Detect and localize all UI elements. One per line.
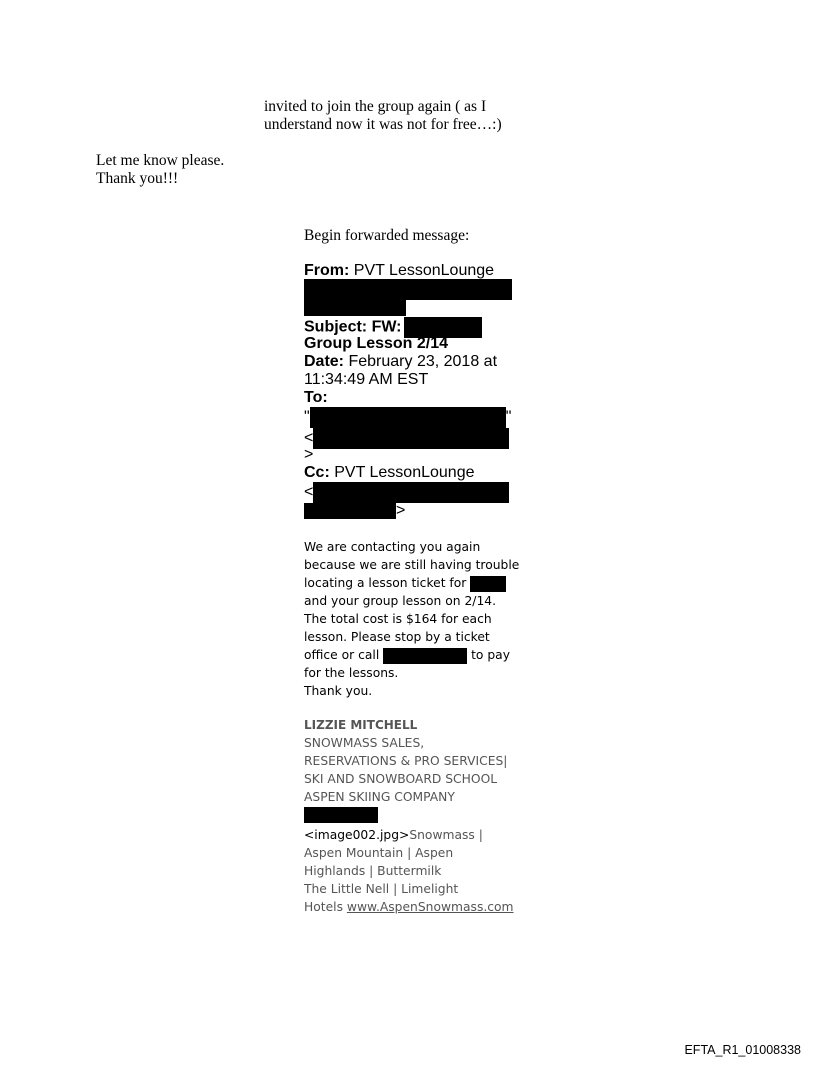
redaction-cc-email-2 <box>304 503 396 519</box>
cc-value: PVT LessonLounge <box>334 464 475 481</box>
signature-title-2: RESERVATIONS & PRO SERVICES| <box>304 754 508 768</box>
message-line-2: because we are still having trouble <box>304 558 520 572</box>
cc-email-line-2 <box>304 502 405 520</box>
document-id: EFTA_R1_01008338 <box>684 1043 801 1057</box>
cc-lt: < <box>304 483 314 501</box>
signature-name: LIZZIE MITCHELL <box>304 718 418 732</box>
cc-email-line <box>304 482 509 503</box>
message-line-9: Thank you. <box>304 684 373 698</box>
message-line-7a: office or call <box>304 648 380 662</box>
redaction-to-name <box>310 407 506 428</box>
brands-3: Highlands | Buttermilk <box>304 864 442 878</box>
redaction-signature-phone <box>304 807 378 823</box>
message-line-1: We are contacting you again <box>304 540 481 554</box>
message-line-3 <box>304 574 506 592</box>
closing-line-1: Let me know please. <box>96 152 225 169</box>
redaction-to-email <box>313 428 509 449</box>
message-line-5: The total cost is $164 for each <box>304 612 492 626</box>
brands-1: Snowmass | <box>409 828 483 842</box>
brands-2: Aspen Mountain | Aspen <box>304 846 454 860</box>
message-line-7b: to pay <box>471 648 510 662</box>
message-line-4: and your group lesson on 2/14. <box>304 594 496 608</box>
message-line-8: for the lessons. <box>304 666 399 680</box>
redaction-from-email-2 <box>304 300 406 316</box>
website-link[interactable]: www.AspenSnowmass.com <box>346 900 514 914</box>
cc-line <box>304 464 475 482</box>
date-value: February 23, 2018 at <box>348 353 498 370</box>
to-gt: > <box>304 446 314 463</box>
message-line-7 <box>304 646 510 664</box>
from-value: PVT LessonLounge <box>353 262 495 279</box>
date-line <box>304 353 497 371</box>
closing-text <box>96 152 224 188</box>
to-label: To: <box>304 389 328 406</box>
signature-title-1: SNOWMASS SALES, <box>304 736 425 750</box>
signature-title-3: SKI AND SNOWBOARD SCHOOL <box>304 772 498 786</box>
to-lt: < <box>304 429 314 447</box>
date-line-2: 11:34:49 AM EST <box>304 371 429 388</box>
subject-label: Subject: FW: <box>304 318 402 336</box>
signature-company: ASPEN SKIING COMPANY <box>304 790 455 804</box>
redaction-student-name <box>470 576 506 592</box>
signature-brands-line-1 <box>304 826 483 844</box>
from-line <box>304 262 494 280</box>
from-label: From: <box>304 262 350 279</box>
forwarded-intro: Begin forwarded message: <box>304 227 470 244</box>
quote-close: " <box>505 408 512 426</box>
subject-line-2: Group Lesson 2/14 <box>304 335 449 352</box>
image-reference: <image002.jpg> <box>304 828 410 842</box>
brands-4: The Little Nell | Limelight <box>304 882 459 896</box>
to-email-line <box>304 428 509 449</box>
top-paragraph-line-2: understand now it was not for free…:) <box>264 116 502 133</box>
to-name-line <box>304 407 511 428</box>
cc-gt: > <box>396 502 406 519</box>
top-paragraph <box>264 98 502 134</box>
brands-5: Hotels <box>304 900 343 914</box>
top-paragraph-line-1: invited to join the group again ( as I <box>264 98 487 115</box>
brands-5-line <box>304 898 514 916</box>
closing-line-2: Thank you!!! <box>96 170 179 187</box>
message-line-6: lesson. Please stop by a ticket <box>304 630 490 644</box>
redaction-from-email-1 <box>304 279 512 300</box>
date-label: Date: <box>304 353 345 370</box>
redaction-phone <box>383 648 467 664</box>
quote-open: " <box>304 408 310 426</box>
redaction-cc-email <box>313 482 509 503</box>
cc-label: Cc: <box>304 464 330 481</box>
message-line-3-text: locating a lesson ticket for <box>304 576 467 590</box>
